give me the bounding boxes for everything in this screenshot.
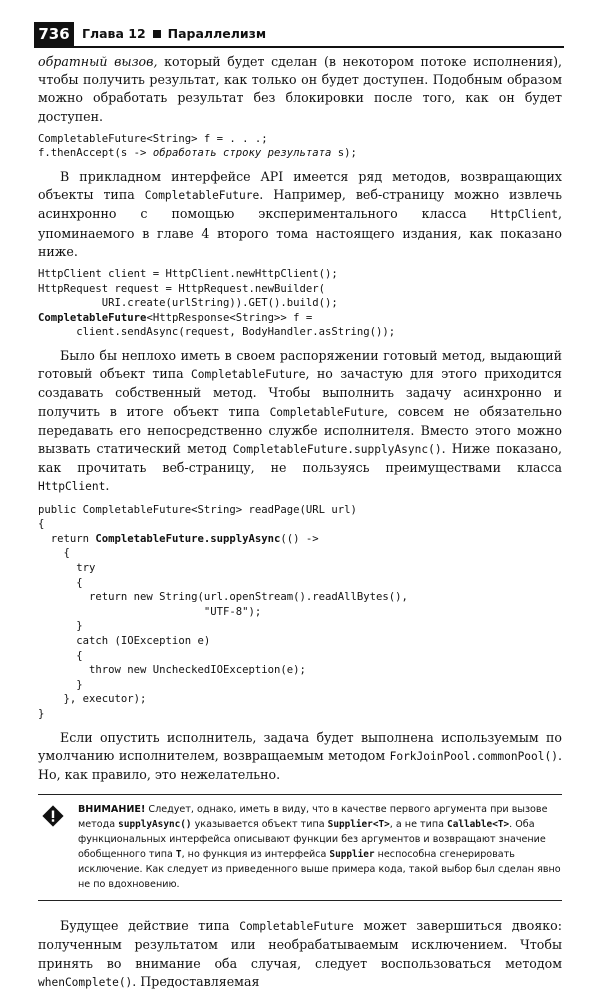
paragraph-3: Было бы неплохо иметь в своем распоряжении готовый метод, выдающий готовый объект типа CompletableFuture, но зачастую для этого приходится создавать собственный метод. Чтобы выполнить задачу асинхронно и получить в итоге объект типа CompletableFuture, совсем не обязательно передавать его непосредственно службе исполнителя. Вместо этого можно вызвать статический метод CompletableFuture.supplyAsync(). Ниже показано, как прочитать веб-страницу, не пользуясь преимуществами класса HttpClient. — [38, 347, 562, 494]
emphasis-term: обратный вызов, — [38, 54, 158, 69]
code-block-2: HttpClient client = HttpClient.newHttpClient(); HttpRequest request = HttpRequest.newBuilder( URI.create(urlString)).GET().build(); CompletableFuture<HttpResponse<String>> f = client.sendAsync(request, BodyHandler.asString()); — [38, 268, 396, 339]
warning-text: ВНИМАНИЕ! Следует, однако, иметь в виду, что в качестве первого аргумента при вызове метода supplyAsync() указывается объект типа Supplier<T>, а не типа Callable<T>. Оба функциональных интерфейса описывают функции без аргументов и возвращают значение обобщенного типа T, но функция из интерфейса Supplier неспособна сгенерировать исключение. Как следует из приведенного выше примера кода, такой выбор был сделан явно не по вдохновению. — [78, 804, 561, 891]
code-block-3: public CompletableFuture<String> readPage(URL url) { return CompletableFuture.supplyAsync(() -> { try { return new String(url.openStream().readAllBytes(), "UTF-8"); } catch (IOException e) { throw new UncheckedIOException(e); } }, executor); } — [38, 503, 408, 720]
warning-icon — [42, 805, 64, 827]
chapter-title: Параллелизм — [167, 26, 267, 41]
code-block-1: CompletableFuture<String> f = . . .; f.thenAccept(s -> обработать строку результата s); — [38, 132, 357, 160]
warning-label: ВНИМАНИЕ! — [78, 804, 146, 816]
chapter-heading — [82, 25, 266, 43]
page-body — [38, 53, 562, 992]
paragraph-2: В прикладном интерфейсе API имеется ряд методов, возвращающих объекты типа CompletableFuture. Например, веб-страницу можно извлечь асинхронно с помощью экспериментального класса HttpClient, упоминаемого в главе 4 второго тома настоящего издания, как показано ниже. — [38, 169, 562, 259]
page-header — [34, 22, 564, 48]
square-bullet-icon — [153, 30, 161, 38]
paragraph-4: Если опустить исполнитель, задача будет выполнена используемым по умолчанию исполнителем, возвращаемым методом ForkJoinPool.commonPool(). Но, как правило, это нежелательно. — [38, 729, 562, 782]
page-number: 736 — [34, 22, 74, 46]
chapter-label: Глава 12 — [82, 26, 146, 41]
warning-box — [38, 794, 562, 901]
paragraph-5: Будущее действие типа CompletableFuture может завершиться двояко: полученным результатом или необрабатываемым исключением. Чтобы принять во внимание оба случая, следует воспользоваться методом whenComplete(). Предоставляемая — [38, 918, 562, 989]
paragraph-1: обратный вызов, который будет сделан (в некотором потоке исполнения), чтобы получить результат, как только он будет доступен. Подобным образом можно обработать результат без блокировки после того, как он будет доступен. — [38, 54, 562, 124]
